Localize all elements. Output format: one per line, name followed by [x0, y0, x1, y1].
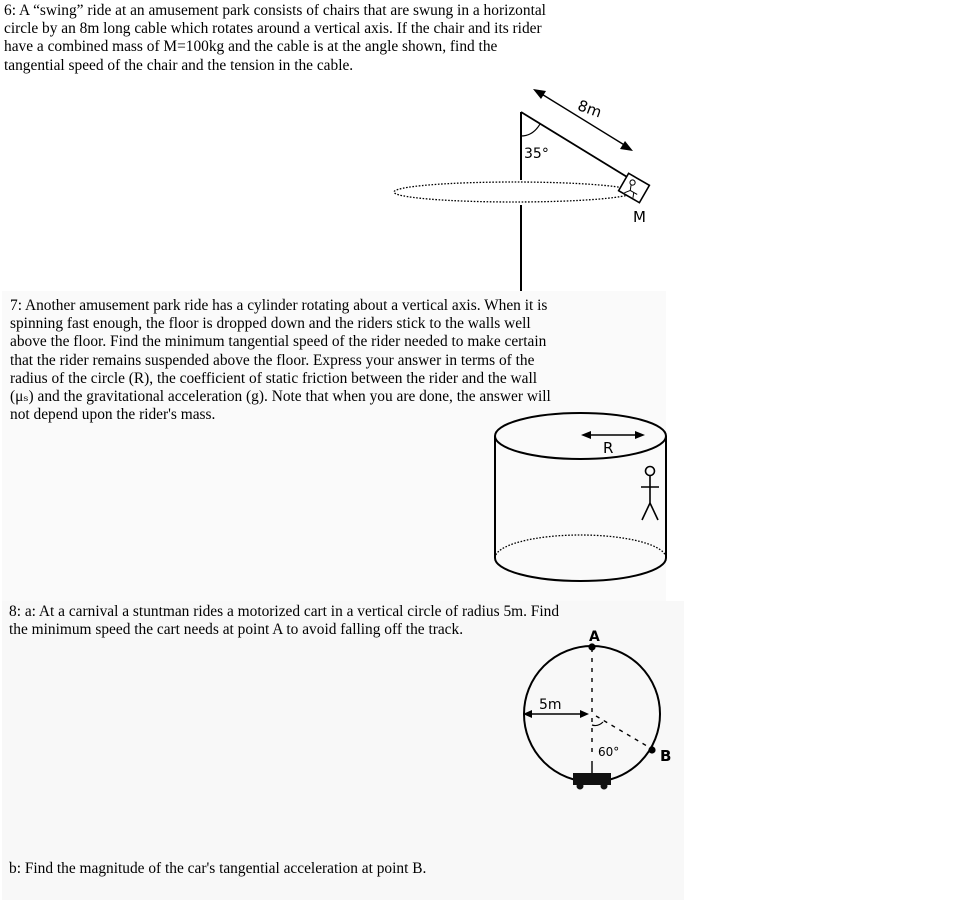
question-6-line: tangential speed of the chair and the tension in the cable.	[4, 56, 354, 74]
question-7-line: radius of the circle (R), the coefficient of static friction between the rider and the wall	[10, 369, 538, 387]
question-6-line: circle by an 8m long cable which rotates around a vertical axis. If the chair and its rider	[4, 20, 542, 38]
question-8b-line: b: Find the magnitude of the car's tangential acceleration at point B.	[9, 860, 427, 877]
rider-stick-figure	[641, 467, 659, 521]
angle-label: 35°	[524, 146, 549, 162]
length-arrowhead-lower	[620, 141, 633, 151]
radius-label: 5m	[539, 697, 562, 713]
radius-arrowhead-right	[635, 431, 645, 439]
angle-arc	[521, 124, 540, 136]
cylinder-floor-back	[495, 535, 666, 558]
question-8a-line: the minimum speed the cart needs at point A to avoid falling off the track.	[9, 621, 464, 639]
question-7-line: 7: Another amusement park ride has a cylinder rotating about a vertical axis. When it is	[10, 297, 548, 314]
rider-head	[646, 467, 655, 476]
question-6-panel	[0, 0, 662, 291]
question-7-line: (μₛ) and the gravitational acceleration (g). Note that when you are done, the answer will	[10, 388, 551, 406]
chair-with-rider	[619, 173, 650, 202]
question-8-panel	[2, 601, 684, 900]
question-6-line: have a combined mass of M=100kg and the cable is at the angle shown, find the	[4, 38, 498, 56]
question-6-line: 6: A “swing” ride at an amusement park consists of chairs that are swung in a horizontal	[4, 2, 546, 19]
angle-label: 60°	[598, 745, 620, 759]
question-7-line: spinning fast enough, the floor is dropped down and the riders stick to the walls well	[10, 315, 531, 333]
length-arrowhead-upper	[533, 89, 546, 99]
swing-ride-figure	[0, 0, 662, 291]
point-a-label: A	[589, 629, 600, 645]
chair-box	[619, 173, 650, 202]
rider-left-leg	[642, 503, 650, 520]
radius-arrowhead-left	[581, 431, 591, 439]
rotor-ride-figure	[2, 291, 666, 601]
swing-path-ellipse	[394, 182, 634, 202]
question-7-line: not depend upon the rider's mass.	[10, 406, 216, 424]
vertical-loop-figure	[2, 601, 684, 900]
rider-right-leg	[650, 503, 658, 520]
question-7-panel	[2, 291, 666, 601]
radius-label: R	[603, 439, 614, 457]
cart	[573, 761, 611, 790]
mass-label: M	[633, 208, 646, 226]
angle-arc	[592, 722, 603, 726]
cable-length-label: 8m	[575, 96, 605, 122]
question-7-line: above the floor. Find the minimum tangential speed of the rider needed to make certain	[10, 333, 547, 351]
point-b-label: B	[660, 747, 672, 765]
radius-arrowhead-right	[580, 710, 589, 718]
cylinder-floor-front	[495, 558, 666, 581]
question-8a-line: 8: a: At a carnival a stuntman rides a motorized cart in a vertical circle of radius 5m. Find	[9, 603, 560, 620]
question-7-line: that the rider remains suspended above the floor. Express your answer in terms of the	[10, 351, 535, 369]
cart-left-wheel	[577, 783, 584, 790]
point-b-marker	[648, 746, 655, 753]
cart-right-wheel	[601, 783, 608, 790]
